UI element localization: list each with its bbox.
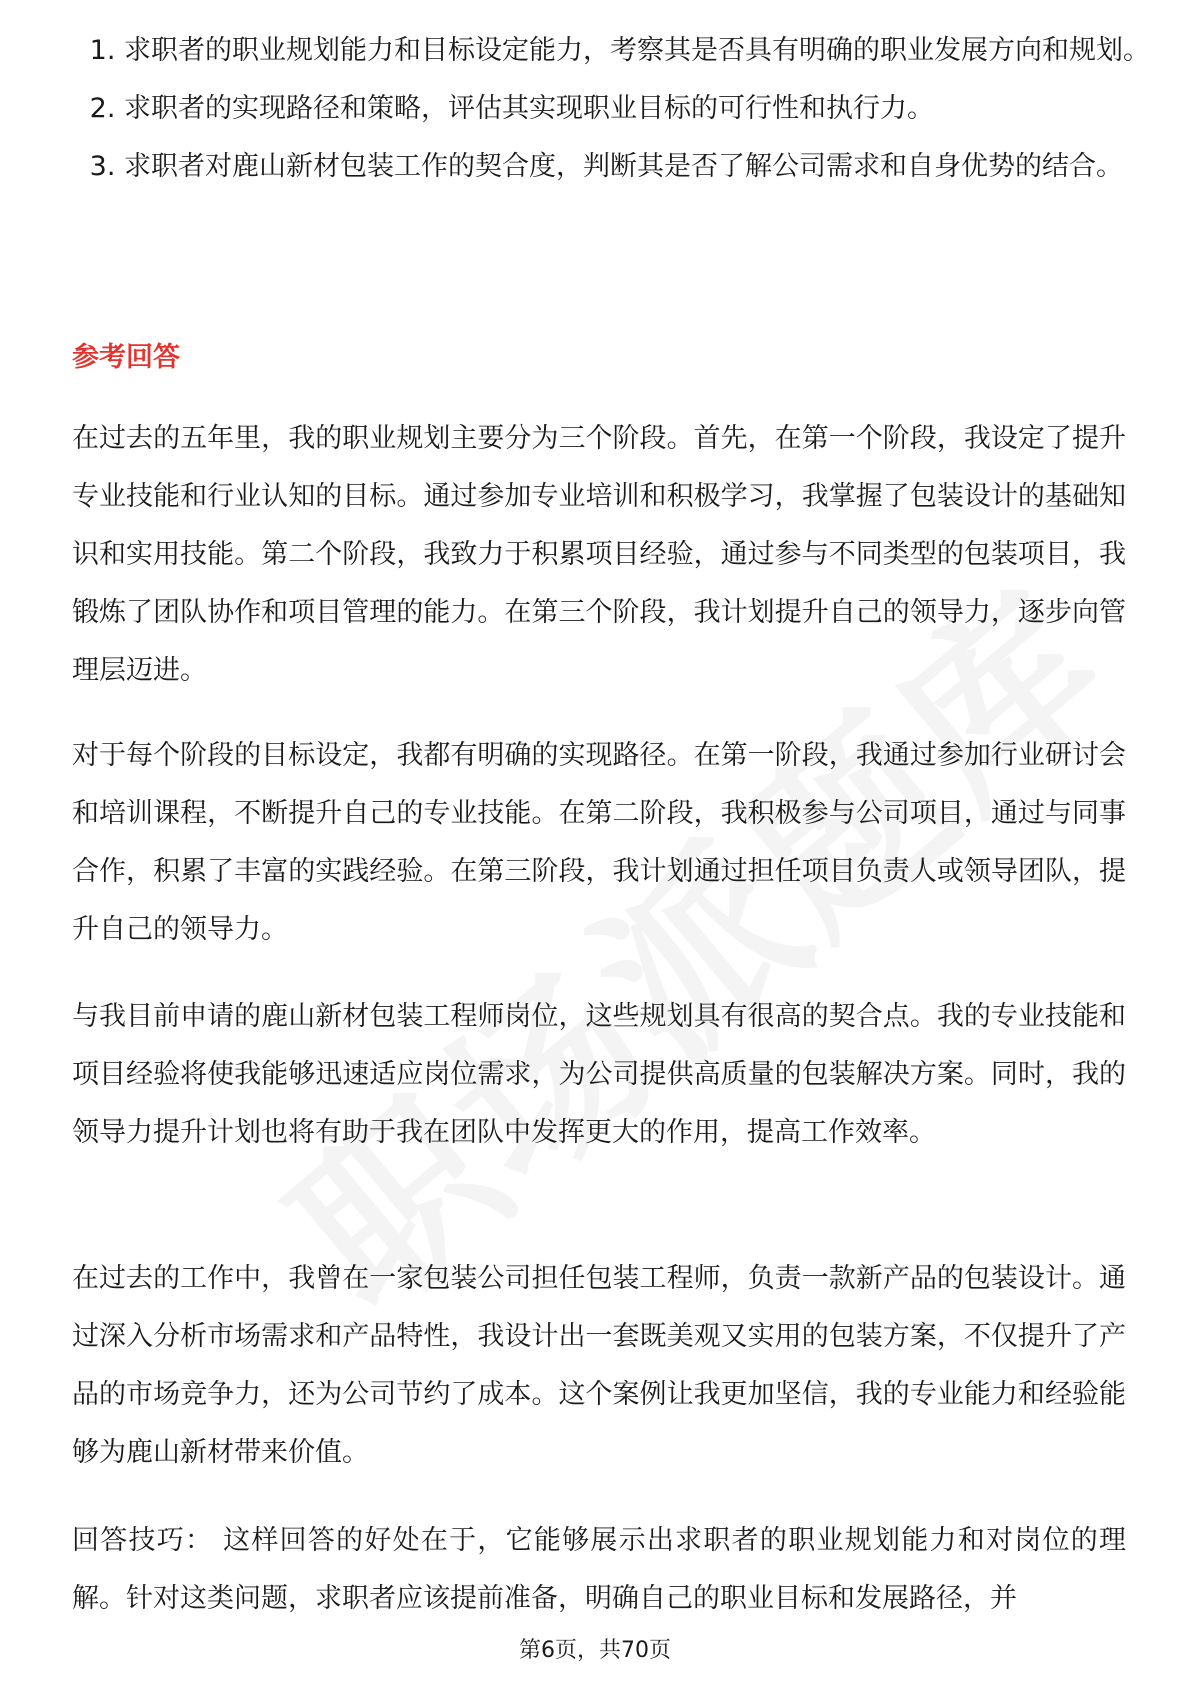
tips-paragraph: 回答技巧： 这样回答的好处在于，它能够展示出求职者的职业规划能力和对岗位的理解。针对这类问题，求职者应该提前准备，明确自己的职业目标和发展路径，并 bbox=[72, 1525, 1126, 1614]
page-number-footer: 第6页，共70页 bbox=[519, 1638, 671, 1663]
answer-paragraph: 对于每个阶段的目标设定，我都有明确的实现路径。在第一阶段，我通过参加行业研讨会和培训课程，不断提升自己的专业技能。在第二阶段，我积极参与公司项目，通过与同事合作，积累了丰富的实践经验。在第三阶段，我计划通过担任项目负责人或领导团队，提升自己的领导力。 bbox=[72, 740, 1126, 945]
answer-paragraph: 与我目前申请的鹿山新材包装工程师岗位，这些规划具有很高的契合点。我的专业技能和项目经验将使我能够迅速适应岗位需求，为公司提供高质量的包装解决方案。同时，我的领导力提升计划也将有助于我在团队中发挥更大的作用，提高工作效率。 bbox=[72, 1001, 1126, 1148]
section-heading: 参考回答 bbox=[72, 342, 180, 373]
answer-paragraph: 在过去的工作中，我曾在一家包装公司担任包装工程师，负责一款新产品的包装设计。通过深入分析市场需求和产品特性，我设计出一套既美观又实用的包装方案，不仅提升了产品的市场竞争力，还为公司节约了成本。这个案例让我更加坚信，我的专业能力和经验能够为鹿山新材带来价值。 bbox=[72, 1263, 1126, 1468]
criteria-item: 1. 求职者的职业规划能力和目标设定能力，考察其是否具有明确的职业发展方向和规划。 bbox=[124, 22, 1184, 80]
answer-paragraph: 在过去的五年里，我的职业规划主要分为三个阶段。首先，在第一个阶段，我设定了提升专业技能和行业认知的目标。通过参加专业培训和积极学习，我掌握了包装设计的基础知识和实用技能。第二个阶段，我致力于积累项目经验，通过参与不同类型的包装项目，我锻炼了团队协作和项目管理的能力。在第三个阶段，我计划提升自己的领导力，逐步向管理层迈进。 bbox=[72, 423, 1126, 686]
evaluation-criteria-list bbox=[72, 22, 1184, 196]
criteria-item: 2. 求职者的实现路径和策略，评估其实现职业目标的可行性和执行力。 bbox=[124, 80, 1184, 138]
criteria-item: 3. 求职者对鹿山新材包装工作的契合度，判断其是否了解公司需求和自身优势的结合。 bbox=[124, 138, 1184, 196]
